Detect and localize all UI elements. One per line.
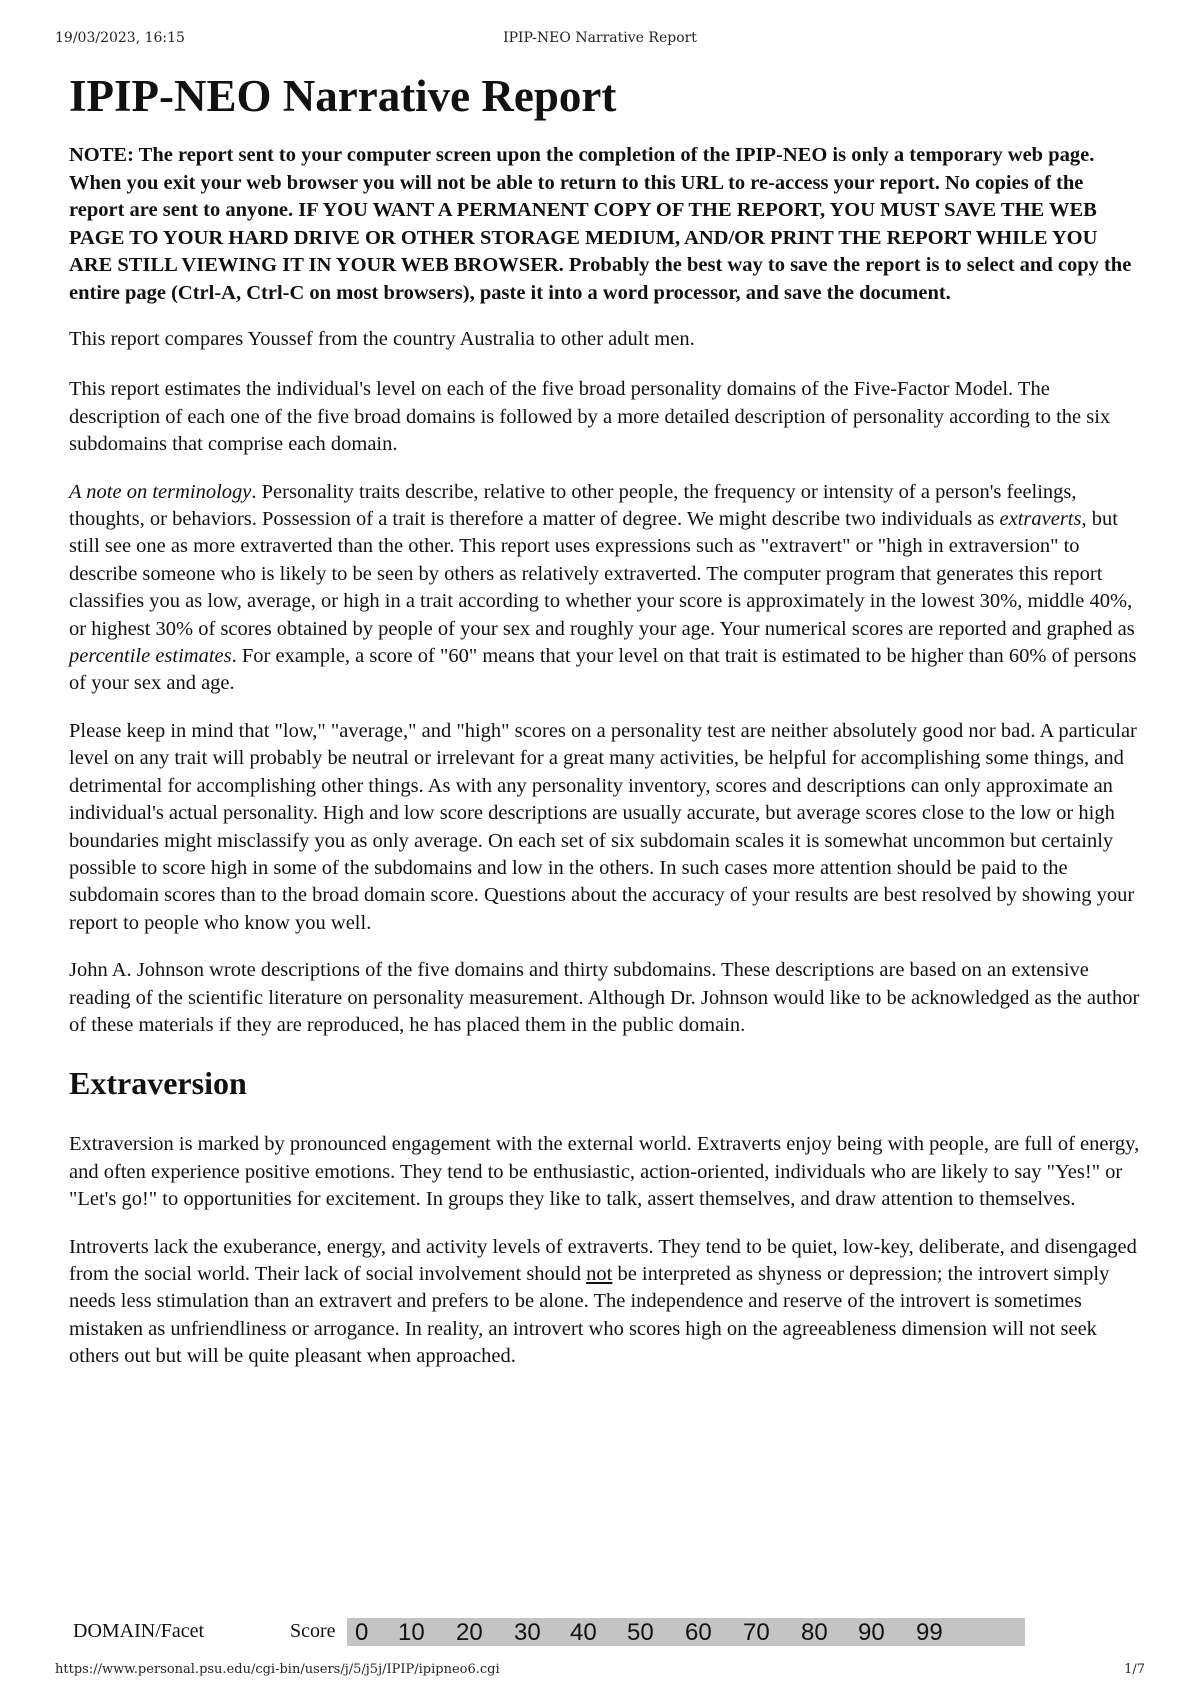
extraversion-p2-text-a: Introverts lack the exuberance, energy, and activity levels of extraverts. They tend to be quiet, low-key, deliberate, and disengaged from the social world. Their lack of social involvement should: [69, 1235, 1137, 1285]
terminology-heading: A note on terminology: [69, 480, 252, 503]
extraversion-paragraph-1: Extraversion is marked by pronounced engagement with the external world. Extraverts enjoy being with people, are full of energy, and often experience positive emotions. They tend to be enthusiastic, action-oriented, individuals who are likely to say "Yes!" or "Let's go!" to opportunities for excitement. In groups they like to talk, assert themselves, and draw attention to themselves.: [69, 1133, 1140, 1211]
page-url: https://www.personal.psu.edu/cgi-bin/users/j/5/j5j/IPIP/ipipneo6.cgi: [55, 1662, 500, 1677]
scale-tick: 80: [801, 1619, 828, 1646]
extraversion-p2-text-b: be interpreted as shyness or depression; the introvert simply needs less stimulation than an extravert and prefers to be alone. The independence and reserve of the introvert is sometimes mistaken as unfriendliness or arrogance. In reality, an introvert who scores high on the agreeableness dimension will not seek others out but will be quite pleasant when approached.: [69, 1262, 1110, 1368]
scale-tick: 40: [570, 1619, 597, 1646]
scale-tick: 60: [685, 1619, 712, 1646]
estimates-paragraph: This report estimates the individual's level on each of the five broad personality domains of the Five-Factor Model. The description of each one of the five broad domains is followed by a more detailed description of personality according to the six subdomains that comprise each domain.: [69, 378, 1111, 456]
score-column-header: Score: [290, 1620, 336, 1642]
scale-tick: 90: [858, 1619, 885, 1646]
scale-tick: 30: [514, 1619, 541, 1646]
keep-in-mind-paragraph: Please keep in mind that "low," "average," and "high" scores on a personality test are neither absolutely good nor bad. A particular level on any trait will probably be neutral or irrelevant for a great many activities, be helpful for accomplishing some things, and detrimental for accomplishing other things. As with any personality inventory, scores and descriptions can only approximate an individual's actual personality. High and low score descriptions are usually accurate, but average scores close to the low or high boundaries might misclassify you as only average. On each set of six subdomain scales it is somewhat uncommon but certainly possible to score high in some of the subdomains and low in the others. In such cases more attention should be paid to the subdomain scores than to the broad domain score. Questions about the accuracy of your results are best resolved by showing your report to people who know you well.: [69, 719, 1137, 934]
terminology-text-1: . Personality traits describe, relative to other people, the frequency or intensity of a person's feelings, thoughts, or behaviors. Possession of a trait is therefore a matter of degree. We might describe two individuals as: [69, 480, 1077, 531]
scale-tick: 70: [743, 1619, 770, 1646]
terminology-paragraph: [69, 479, 1142, 698]
report-content: [69, 70, 1142, 1391]
scale-tick: 0: [355, 1619, 369, 1646]
credits-paragraph: John A. Johnson wrote descriptions of the five domains and thirty subdomains. These descriptions are based on an extensive reading of the scientific literature on personality measurement. Although Dr. Johnson would like to be acknowledged as the author of these materials if they are reproduced, he has placed them in the public domain.: [69, 959, 1140, 1036]
print-header: [55, 30, 1145, 52]
scale-tick: 10: [398, 1619, 425, 1646]
comparison-paragraph: This report compares Youssef from the country Australia to other adult men.: [69, 328, 695, 350]
terminology-text-3: . For example, a score of "60" means that your level on that trait is estimated to be higher than 60% of persons of your sex and age.: [69, 645, 1137, 695]
extraversion-paragraph-2: [69, 1234, 1142, 1371]
terminology-em-extraverts: extraverts: [999, 508, 1082, 531]
page-number: 1/7: [1124, 1662, 1145, 1677]
page-title: IPIP-NEO Narrative Report: [69, 71, 617, 121]
save-report-note: NOTE: The report sent to your computer screen upon the completion of the IPIP-NEO is only a temporary web page. When you exit your web browser you will not be able to return to this URL to re-access your report. No copies of the report are sent to anyone. IF YOU WANT A PERMANENT COPY OF THE REPORT, YOU MUST SAVE THE WEB PAGE TO YOUR HARD DRIVE OR OTHER STORAGE MEDIUM, AND/OR PRINT THE REPORT WHILE YOU ARE STILL VIEWING IT IN YOUR WEB BROWSER. Probably the best way to save the report is to select and copy the entire page (Ctrl-A, Ctrl-C on most browsers), paste it into a word processor, and save the document.: [69, 144, 1132, 304]
terminology-em-percentile: percentile estimates: [69, 645, 232, 668]
print-page-title: IPIP-NEO Narrative Report: [503, 30, 697, 46]
extraversion-p2-underlined: not: [586, 1262, 613, 1285]
domain-facet-column-header: DOMAIN/Facet: [73, 1620, 205, 1642]
scale-tick: 99: [916, 1619, 943, 1646]
percentile-scale-bar: [347, 1618, 1025, 1646]
print-datetime: 19/03/2023, 16:15: [55, 30, 185, 46]
print-footer: [55, 1662, 1145, 1682]
scale-tick: 20: [456, 1619, 483, 1646]
extraversion-heading: Extraversion: [69, 1065, 247, 1102]
terminology-text-2: , but still see one as more extraverted than the other. This report uses expressions such as "extravert" or "high in extraversion" to describe someone who is likely to be seen by others as relatively extraverted. The computer program that generates this report classifies you as low, average, or high in a trait according to whether your score is approximately in the lowest 30%, middle 40%, or highest 30% of scores obtained by people of your sex and roughly your age. Your numerical scores are reported and graphed as: [69, 508, 1135, 640]
scale-tick: 50: [627, 1619, 654, 1646]
